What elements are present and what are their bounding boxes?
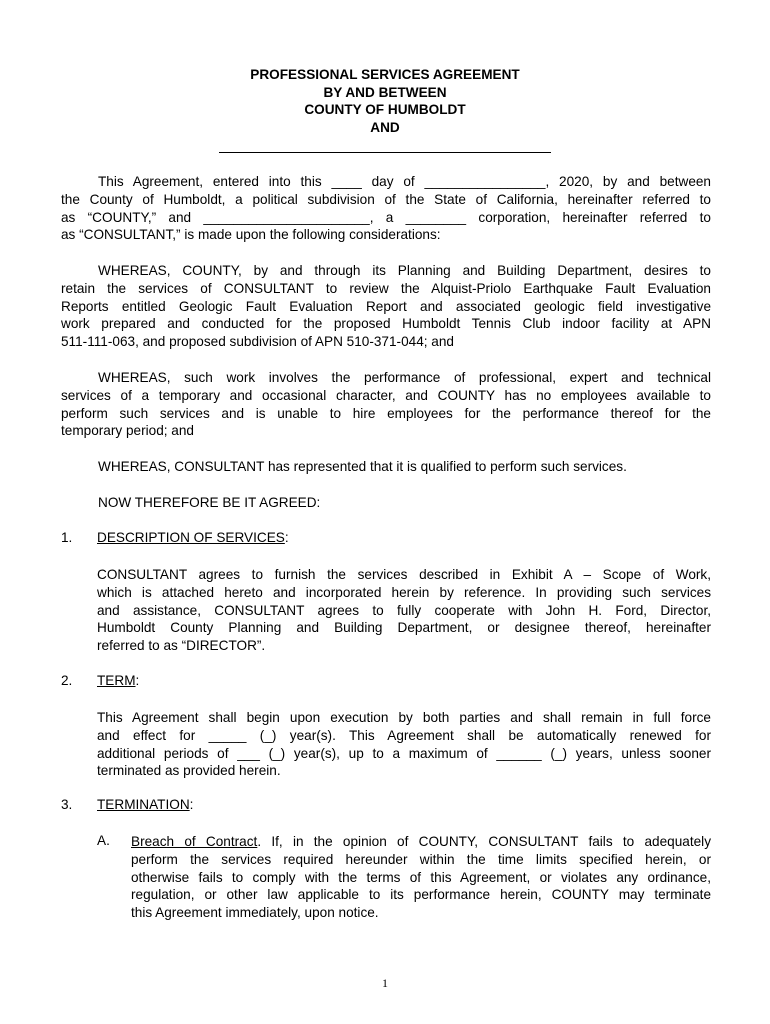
section-heading-text: TERM xyxy=(97,673,136,688)
text-line: regulation, or other law applicable to its performance herein, COUNTY may terminate xyxy=(131,887,711,903)
text-line: terminated as provided herein. xyxy=(97,763,281,779)
section-heading-text: DESCRIPTION OF SERVICES xyxy=(97,530,285,545)
whereas-paragraph xyxy=(61,458,711,476)
text-line: 511-111-063, and proposed subdivision of APN 510-371-044; and xyxy=(61,334,454,350)
text-line: temporary period; and xyxy=(61,423,194,439)
section-number: 3. xyxy=(61,797,73,812)
text-line: Humboldt County Planning and Building Department, or designee thereof, hereinafter xyxy=(97,620,711,636)
section-body xyxy=(97,566,711,655)
section-body xyxy=(97,709,711,780)
title-line: COUNTY OF HUMBOLDT xyxy=(304,102,466,117)
section-heading xyxy=(97,530,289,545)
whereas-paragraph xyxy=(61,262,711,351)
text-line: Reports entitled Geologic Fault Evaluation Report and associated geologic field investigative xyxy=(61,298,711,314)
page-title xyxy=(0,66,770,136)
title-line: BY AND BETWEEN xyxy=(323,84,447,100)
text-line: WHEREAS, CONSULTANT has represented that it is qualified to perform such services. xyxy=(98,459,627,474)
text-line: WHEREAS, such work involves the performance of professional, expert and technical xyxy=(98,370,711,385)
text-line: This Agreement shall begin upon execution by both parties and shall remain in full force xyxy=(97,710,711,725)
text-line: as “CONSULTANT,” is made upon the following considerations: xyxy=(61,227,441,243)
subsection-body xyxy=(131,833,711,922)
section-heading-text: TERMINATION xyxy=(97,797,190,812)
page-number: 1 xyxy=(382,976,388,990)
text-line: which is attached hereto and incorporated herein by reference. In providing such services xyxy=(97,584,711,600)
text-line: NOW THEREFORE BE IT AGREED: xyxy=(98,495,321,510)
section-number: 2. xyxy=(61,673,73,688)
heading-colon: : xyxy=(135,673,140,688)
text-line: the County of Humboldt, a political subdivision of the State of California, hereinafter referred to xyxy=(61,191,711,207)
text-line: as “COUNTY,” and ______________________, a ________ corporation, hereinafter referred to xyxy=(61,209,711,225)
section-heading xyxy=(97,797,193,812)
text-line: CONSULTANT agrees to furnish the services described in Exhibit A – Scope of Work, xyxy=(97,567,711,582)
text-line: and assistance, CONSULTANT agrees to fully cooperate with John H. Ford, Director, xyxy=(97,602,711,618)
intro-paragraph xyxy=(61,173,711,244)
text-line: services of a temporary and occasional character, and COUNTY has no employees available to xyxy=(61,387,711,403)
text-line xyxy=(131,833,711,851)
subsection-heading: Breach of Contract xyxy=(131,834,258,849)
whereas-paragraph xyxy=(61,369,711,440)
text-line: otherwise fails to comply with the terms of this Agreement, or violates any ordinance, xyxy=(131,869,711,885)
text-line: additional periods of ___ (_) year(s), up to a maximum of ______ (_) years, unless sooner xyxy=(97,745,711,761)
text-line: referred to as “DIRECTOR”. xyxy=(97,638,266,654)
section-number: 1. xyxy=(61,530,73,545)
text-line: perform such services and is unable to hire employees for the performance thereof for the xyxy=(61,405,711,421)
title-line: PROFESSIONAL SERVICES AGREEMENT xyxy=(250,67,520,82)
heading-colon: : xyxy=(284,530,289,545)
consultant-name-blank-line xyxy=(219,152,551,153)
text-line: and effect for _____ (_) year(s). This Agreement shall be automatically renewed for xyxy=(97,727,711,743)
text-line: this Agreement immediately, upon notice. xyxy=(131,905,379,921)
text-line: WHEREAS, COUNTY, by and through its Planning and Building Department, desires to xyxy=(98,263,711,278)
heading-colon: : xyxy=(189,797,194,812)
now-therefore-paragraph xyxy=(61,494,711,512)
subsection-letter: A. xyxy=(97,833,110,848)
section-heading xyxy=(97,673,139,688)
title-line: AND xyxy=(370,119,400,135)
text-line: perform the services required hereunder within the time limits specified herein, or xyxy=(131,851,711,867)
text-line: retain the services of CONSULTANT to review the Alquist-Priolo Earthquake Fault Evaluation xyxy=(61,280,711,296)
text-line: work prepared and conducted for the proposed Humboldt Tennis Club indoor facility at APN xyxy=(61,316,711,332)
text-line: This Agreement, entered into this ____ day of ________________, 2020, by and between xyxy=(98,174,711,189)
text-segment: . If, in the opinion of COUNTY, CONSULTANT fails to adequately xyxy=(257,834,711,849)
